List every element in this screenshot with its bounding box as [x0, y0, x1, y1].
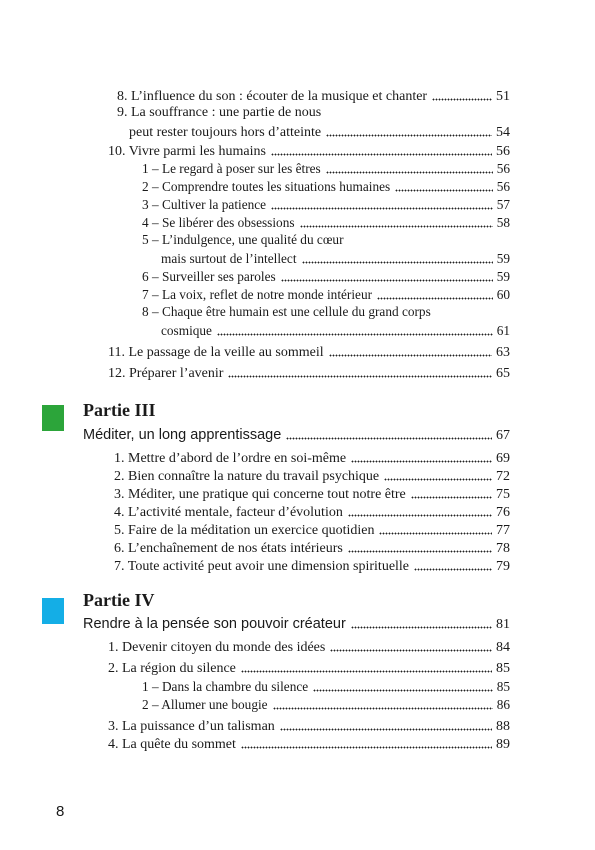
toc-entry-title: 1 – Dans la chambre du silence [142, 679, 309, 694]
leader-dots [241, 659, 492, 673]
leader-dots [273, 696, 493, 710]
leader-dots [300, 214, 493, 228]
toc-entry-page: 85 [496, 679, 510, 694]
part-title: Méditer, un long apprentissage [83, 427, 282, 443]
toc-entry-title: 7 – La voix, reflet de notre monde intérieur [142, 287, 373, 302]
leader-dots [313, 678, 493, 692]
toc-entry-page: 76 [496, 505, 510, 520]
toc-entry-title: 2. La région du silence [108, 661, 236, 676]
part-color-block [42, 598, 64, 624]
toc-entry-page: 85 [496, 661, 510, 676]
toc-entry-page: 57 [496, 197, 510, 212]
toc-entry-title-cont: peut rester toujours hors d’atteinte [129, 125, 322, 140]
toc-entry-title: 3. La puissance d’un talisman [108, 719, 275, 734]
toc-entry-title: 4. La quête du sommet [108, 737, 236, 752]
toc-entry-page: 78 [496, 541, 510, 556]
leader-dots [326, 160, 493, 174]
toc-entry-page: 51 [496, 89, 510, 104]
toc-entry-title: 1 – Le regard à poser sur les êtres [142, 161, 321, 176]
toc-entry-title: 6. L’enchaînement de nos états intérieurs [114, 541, 343, 556]
leader-dots [351, 449, 492, 463]
toc-entry-page: 75 [496, 487, 510, 502]
toc-entry-title: 11. Le passage de la veille au sommeil [108, 345, 324, 360]
toc-entry-page: 88 [496, 719, 510, 734]
leader-dots [377, 286, 493, 300]
toc-entry-title: 2 – Allumer une bougie [142, 697, 268, 712]
leader-dots [379, 521, 492, 535]
toc-entry-title: 8. L’influence du son : écouter de la musique et chanter [117, 89, 428, 104]
toc-entry-page: 89 [496, 737, 510, 752]
page-number: 8 [56, 803, 65, 820]
part-title-page: 67 [496, 428, 510, 443]
leader-dots [348, 539, 492, 553]
leader-dots [326, 123, 492, 137]
toc-entry-title: 1. Devenir citoyen du monde des idées [108, 640, 326, 655]
toc-entry-title: 7. Toute activité peut avoir une dimension spirituelle [114, 559, 410, 574]
toc-entry-title: 12. Préparer l’avenir [108, 366, 224, 381]
leader-dots [281, 268, 493, 282]
leader-dots [411, 485, 492, 499]
toc-entry-page: 59 [496, 269, 510, 284]
leader-dots [348, 503, 492, 517]
toc-entry-page: 77 [496, 523, 510, 538]
toc-entry-page: 63 [496, 345, 510, 360]
toc-entry-page: 56 [496, 179, 510, 194]
toc-entry-title: 2 – Comprendre toutes les situations humaines [142, 179, 391, 194]
toc-entry-title: 8 – Chaque être humain est une cellule du grand corps [142, 304, 431, 319]
toc-entry-title: 2. Bien connaître la nature du travail psychique [114, 469, 380, 484]
toc-entry-page: 58 [496, 215, 510, 230]
toc-entry-title: 6 – Surveiller ses paroles [142, 269, 276, 284]
toc-entry-title: 9. La souffrance : une partie de nous [117, 105, 322, 120]
toc-entry-title: 5. Faire de la méditation un exercice quotidien [114, 523, 375, 538]
toc-entry-page: 56 [496, 161, 510, 176]
toc-entry-title-cont: cosmique [161, 323, 212, 338]
leader-dots [241, 735, 492, 749]
leader-dots [271, 142, 492, 156]
part-title: Rendre à la pensée son pouvoir créateur [83, 616, 346, 632]
toc-entry-title: 3. Méditer, une pratique qui concerne tout notre être [114, 487, 406, 502]
leader-dots [329, 343, 492, 357]
toc-entry-title: 10. Vivre parmi les humains [108, 144, 266, 159]
part-title-page: 81 [496, 617, 510, 632]
toc-entry-page: 86 [496, 697, 510, 712]
toc-entry-page: 61 [496, 323, 510, 338]
toc-entry-page: 69 [496, 451, 510, 466]
leader-dots [432, 87, 492, 101]
toc-entry-title-cont: mais surtout de l’intellect [161, 251, 297, 266]
toc-entry-page: 79 [496, 559, 510, 574]
toc-entry-page: 84 [496, 640, 510, 655]
leader-dots [330, 638, 492, 652]
toc-entry-title: 4. L’activité mentale, facteur d’évolution [114, 505, 343, 520]
leader-dots [286, 426, 492, 440]
leader-dots [414, 557, 492, 571]
toc-entry-page: 59 [496, 251, 510, 266]
toc-entry-title: 3 – Cultiver la patience [142, 197, 267, 212]
part-label: Partie III [83, 400, 156, 420]
leader-dots [384, 467, 492, 481]
leader-dots [302, 250, 493, 264]
part-label: Partie IV [83, 590, 155, 610]
leader-dots [228, 364, 492, 378]
part-color-block [42, 405, 64, 431]
toc-entry-page: 72 [496, 469, 510, 484]
toc-entry-page: 54 [496, 125, 510, 140]
toc-entry-page: 56 [496, 144, 510, 159]
leader-dots [395, 178, 493, 192]
toc-entry-page: 65 [496, 366, 510, 381]
toc-entry-title: 5 – L’indulgence, une qualité du cœur [142, 232, 344, 247]
leader-dots [280, 717, 492, 731]
toc-entry-title: 4 – Se libérer des obsessions [142, 215, 295, 230]
leader-dots [351, 615, 492, 629]
leader-dots [217, 322, 493, 336]
toc-entry-title: 1. Mettre d’abord de l’ordre en soi-même [114, 451, 347, 466]
leader-dots [271, 196, 493, 210]
toc-entry-page: 60 [496, 287, 510, 302]
